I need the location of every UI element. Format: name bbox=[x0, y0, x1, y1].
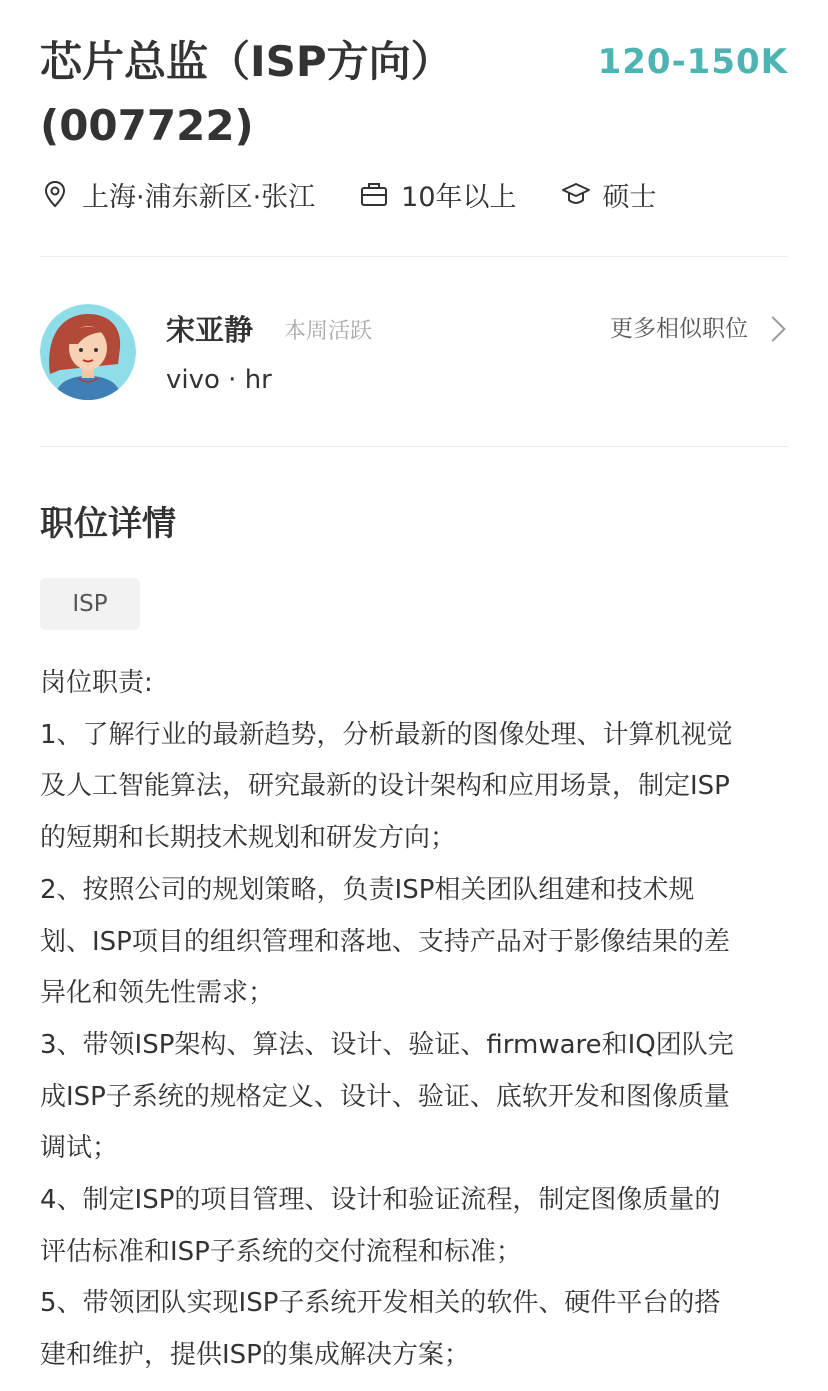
job-experience-text: 10年以上 bbox=[401, 181, 517, 213]
recruiter-name: 宋亚静 bbox=[166, 313, 254, 347]
description-line: 异化和领先性需求； bbox=[40, 978, 275, 1009]
description-line: 建和维护，提供ISP的集成解决方案； bbox=[40, 1340, 470, 1371]
recruiter-avatar[interactable] bbox=[40, 304, 136, 400]
job-title: 芯片总监（ISP方向）(007722) bbox=[40, 37, 453, 150]
briefcase-icon bbox=[359, 179, 389, 209]
description-line: 调试； bbox=[40, 1133, 119, 1164]
avatar-illustration-icon bbox=[40, 304, 136, 400]
recruiter-active-status: 本周活跃 bbox=[284, 319, 373, 344]
description-line: 及人工智能算法，研究最新的设计架构和应用场景，制定ISP bbox=[40, 771, 730, 802]
description-line: 评估标准和ISP子系统的交付流程和标准； bbox=[40, 1236, 522, 1267]
description-line: 5、带领团队实现ISP子系统开发相关的软件、硬件平台的搭 bbox=[40, 1288, 721, 1319]
description-line: 的短期和长期技术规划和研发方向； bbox=[40, 823, 457, 854]
job-education bbox=[561, 175, 657, 214]
divider bbox=[40, 446, 788, 447]
job-location bbox=[40, 175, 315, 214]
description-line: 划、ISP项目的组织管理和落地、支持产品对于影像结果的差 bbox=[40, 926, 730, 957]
recruiter-card[interactable] bbox=[40, 304, 788, 404]
description-line: 3、带领ISP架构、算法、设计、验证、firmware和IQ团队完 bbox=[40, 1029, 734, 1060]
job-education-text: 硕士 bbox=[602, 181, 657, 213]
job-experience bbox=[359, 175, 516, 214]
job-location-text: 上海·浦东新区·张江 bbox=[82, 181, 316, 213]
divider bbox=[40, 256, 788, 257]
description-line: 2、按照公司的规划策略，负责ISP相关团队组建和技术规 bbox=[40, 874, 695, 905]
description-line: 成ISP子系统的规格定义、设计、验证、底软开发和图像质量 bbox=[40, 1081, 730, 1112]
skill-tag[interactable]: ISP bbox=[40, 578, 140, 630]
graduation-cap-icon bbox=[561, 179, 591, 209]
description-line: 岗位职责: bbox=[40, 668, 153, 698]
job-description bbox=[40, 658, 792, 1382]
section-title-job-details: 职位详情 bbox=[40, 504, 176, 544]
more-similar-jobs-link[interactable] bbox=[610, 312, 788, 346]
chevron-right-icon bbox=[760, 316, 785, 341]
description-line: 1、了解行业的最新趋势，分析最新的图像处理、计算机视觉 bbox=[40, 719, 733, 750]
description-line: 4、制定ISP的项目管理、设计和验证流程，制定图像质量的 bbox=[40, 1185, 721, 1216]
recruiter-company-role: vivo · hr bbox=[166, 365, 272, 395]
job-meta-row bbox=[40, 172, 701, 216]
more-similar-jobs-label: 更多相似职位 bbox=[610, 316, 748, 342]
location-pin-icon bbox=[40, 179, 70, 209]
salary-range: 120-150K bbox=[597, 42, 788, 82]
